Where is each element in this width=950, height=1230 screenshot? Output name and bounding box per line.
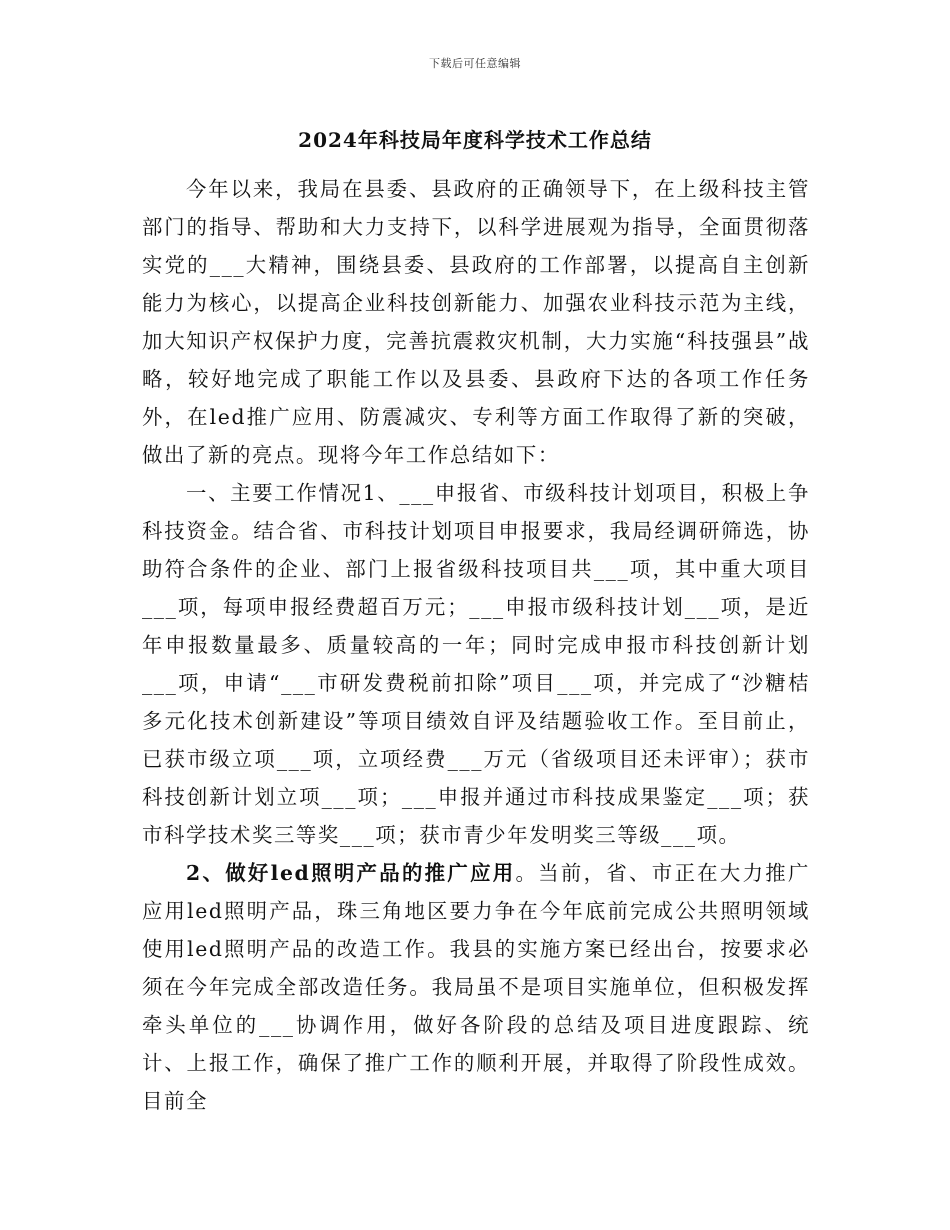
document-title: 2024年科技局年度科学技术工作总结 [298,128,652,152]
paragraph-intro: 今年以来，我局在县委、县政府的正确领导下，在上级科技主管部门的指导、帮助和大力支持下，以科学进展观为指导，全面贯彻落实党的___大精神，围绕县委、县政府的工作部署，以提高自主创新能力为核心，以提高企业科技创新能力、加强农业科技示范为主线，加大知识产权保护力度，完善抗震救灾机制，大力实施“科技强县”战略，较好地完成了职能工作以及县委、县政府下达的各项工作任务外，在led推广应用、防震减灾、专利等方面工作取得了新的突破，做出了新的亮点。现将今年工作总结如下： [142,177,810,467]
paragraph-main-work: 一、主要工作情况1、___申报省、市级科技计划项目，积极上争科技资金。结合省、市科技计划项目申报要求，我局经调研筛选，协助符合条件的企业、部门上报省级科技项目共___项，其中重大项目___项，每项申报经费超百万元；___申报市级科技计划___项，是近年申报数量最多、质量较高的一年；同时完成申报市科技创新计划___项，申请“___市研发费税前扣除”项目___项，并完成了“沙糖桔多元化技术创新建设”等项目绩效自评及结题验收工作。至目前止，已获市级立项___项，立项经费___万元（省级项目还未评审）；获市科技创新计划立项___项；___申报并通过市科技成果鉴定___项；获市科学技术奖三等奖___项；获市青少年发明奖三等级___项。 [142,481,810,847]
paragraph-led-body: 。当前，省、市正在大力推广应用led照明产品，珠三角地区要力争在今年底前完成公共照明领域使用led照明产品的改造工作。我县的实施方案已经出台，按要求必须在今年完成全部改造任务。我局虽不是项目实施单位，但积极发挥牵头单位的___协调作用，做好各阶段的总结及项目进度跟踪、统计、上报工作，确保了推广工作的顺利开展，并取得了阶段性成效。目前全 [142,861,810,1113]
paragraph-led-promotion [142,854,810,1120]
paragraph-led-heading: 2、做好led照明产品的推广应用 [186,861,516,885]
document-body [142,170,810,1120]
header-note: 下载后可任意编辑 [429,57,521,70]
